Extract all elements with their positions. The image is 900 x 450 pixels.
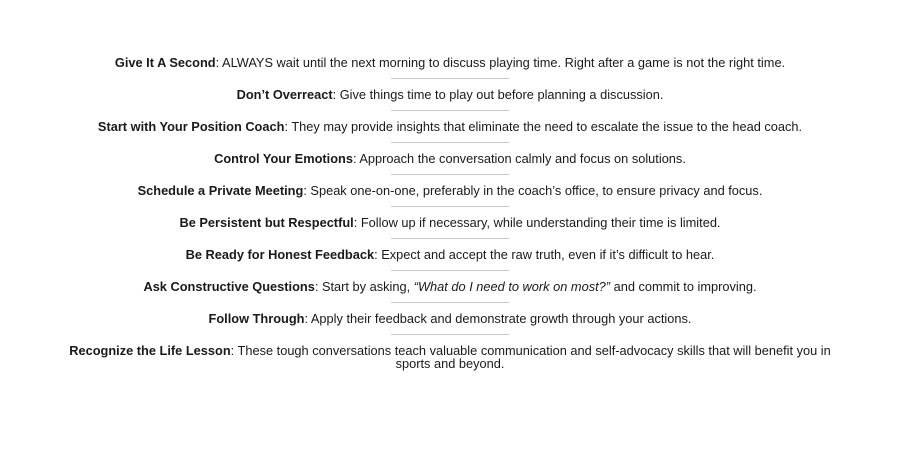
tip-text [60, 183, 840, 198]
tip-text [60, 311, 840, 326]
tip-be-persistent [60, 215, 840, 239]
tip-title: Be Ready for Honest Feedback [185, 247, 375, 262]
tip-control-your-emotions [60, 151, 840, 175]
tip-body: : Start by asking, [314, 279, 414, 294]
tip-title: Recognize the Life Lesson [69, 343, 231, 358]
tip-body-after: and commit to improving. [610, 279, 757, 294]
tip-schedule-private-meeting [60, 183, 840, 207]
tip-ask-constructive-questions [60, 279, 840, 303]
tip-text [60, 151, 840, 166]
tip-body: : They may provide insights that eliminate the need to escalate the issue to the head coach. [284, 119, 803, 134]
tip-title: Follow Through [208, 311, 305, 326]
tip-start-with-position-coach [60, 119, 840, 143]
divider [391, 78, 509, 79]
tip-body: : Speak one-on-one, preferably in the coach’s office, to ensure privacy and focus. [303, 183, 763, 198]
tip-text [60, 279, 840, 294]
tip-text [60, 343, 840, 371]
divider [391, 142, 509, 143]
tip-body: : Apply their feedback and demonstrate growth through your actions. [304, 311, 692, 326]
divider [391, 238, 509, 239]
tip-text [60, 55, 840, 70]
tip-title: Schedule a Private Meeting [137, 183, 304, 198]
tip-dont-overreact [60, 87, 840, 111]
tip-title: Don’t Overreact [236, 87, 333, 102]
tip-be-ready-for-feedback [60, 247, 840, 271]
tip-body: : Give things time to play out before planning a discussion. [332, 87, 664, 102]
tip-recognize-life-lesson [60, 343, 840, 371]
tip-give-it-a-second [60, 55, 840, 79]
tip-title: Start with Your Position Coach [97, 119, 285, 134]
tip-body: : Expect and accept the raw truth, even if it’s difficult to hear. [374, 247, 715, 262]
tip-title: Give It A Second [114, 55, 216, 70]
tips-list [60, 55, 840, 371]
tip-body: : ALWAYS wait until the next morning to discuss playing time. Right after a game is not the right time. [215, 55, 786, 70]
tip-quote: “What do I need to work on most?” [413, 279, 611, 294]
tip-text [60, 215, 840, 230]
tip-body: : These tough conversations teach valuable communication and self-advocacy skills that will benefit you in sports and beyond. [230, 343, 831, 371]
divider [391, 270, 509, 271]
tip-title: Ask Constructive Questions [143, 279, 315, 294]
tip-text [60, 119, 840, 134]
divider [391, 302, 509, 303]
tip-body: : Approach the conversation calmly and focus on solutions. [352, 151, 686, 166]
divider [391, 206, 509, 207]
tip-body: : Follow up if necessary, while understanding their time is limited. [353, 215, 721, 230]
divider [391, 110, 509, 111]
divider [391, 174, 509, 175]
tip-text [60, 247, 840, 262]
divider [391, 334, 509, 335]
tip-title: Be Persistent but Respectful [179, 215, 354, 230]
tip-text [60, 87, 840, 102]
tip-follow-through [60, 311, 840, 335]
tip-title: Control Your Emotions [214, 151, 353, 166]
